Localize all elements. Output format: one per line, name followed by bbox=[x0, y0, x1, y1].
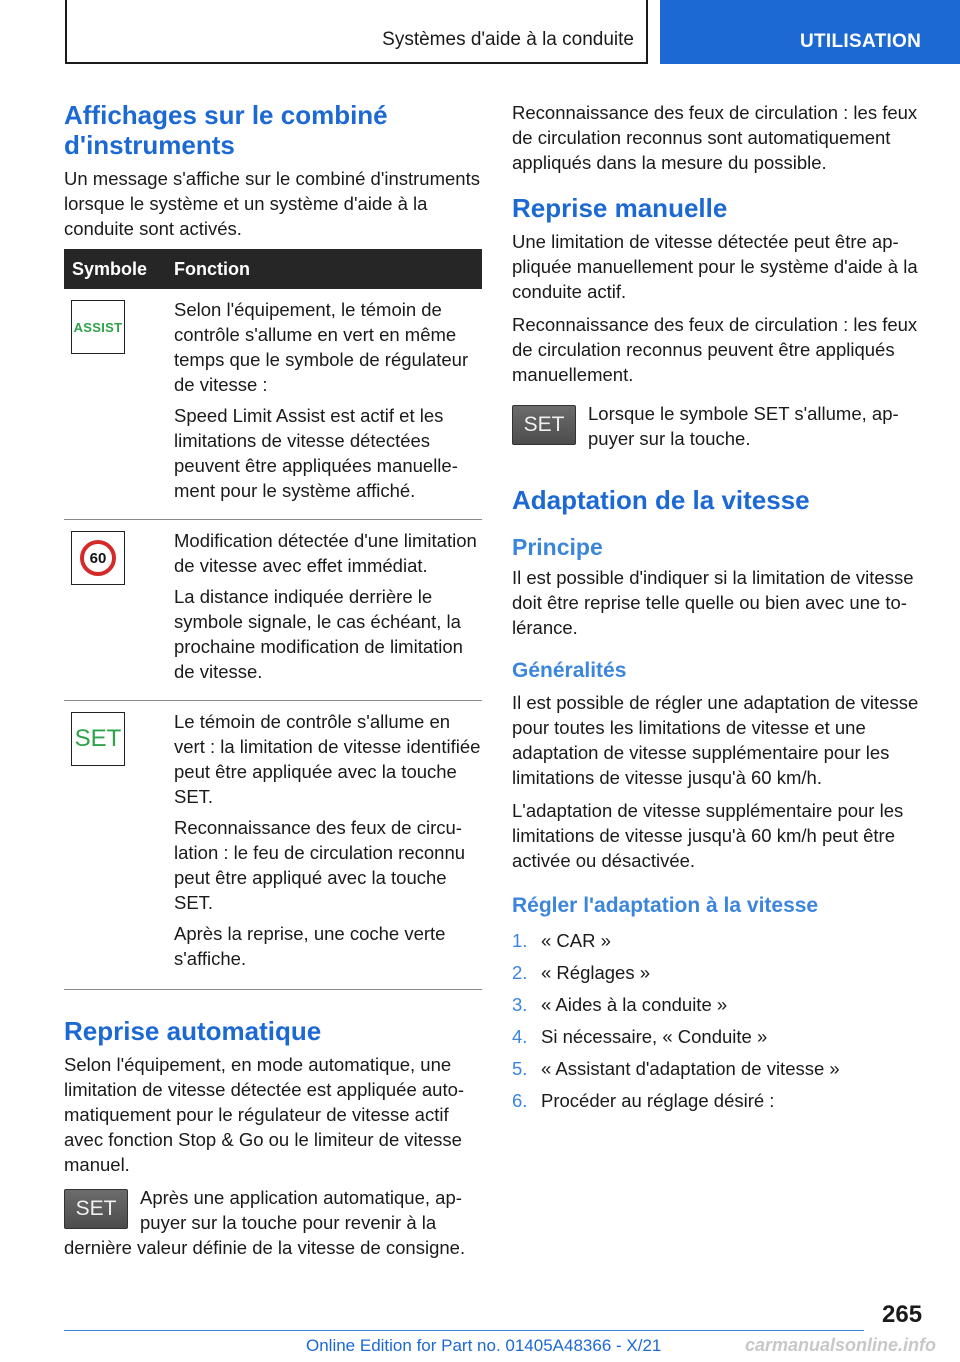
watermark: carmanualsonline.info bbox=[745, 1335, 937, 1355]
set-button-note bbox=[512, 401, 928, 459]
paragraph-reprise-manuelle-1: Une limitation de vitesse détectée peut être appliquée manuellement pour le système d'aide à la conduite actif. bbox=[512, 231, 918, 302]
heading-generalites: Généralités bbox=[512, 659, 627, 682]
table-row-text: Après la reprise, une coche verte s'affiche. bbox=[174, 923, 446, 969]
heading-reprise-manuelle: Reprise manuelle bbox=[512, 193, 728, 223]
symbol-table bbox=[64, 249, 482, 990]
footer-rule bbox=[64, 1330, 864, 1331]
list-item: 2. « Réglages » bbox=[512, 962, 651, 983]
right-column bbox=[512, 100, 928, 1117]
table-header bbox=[64, 249, 482, 289]
table-row-text: Selon l'équipement, le témoin de contrôle s'allume en vert en même temps que le symbole de régulateur de vitesse : bbox=[174, 299, 469, 395]
heading-regler: Régler l'adaptation à la vitesse bbox=[512, 894, 819, 917]
table-row bbox=[64, 289, 482, 520]
assist-icon-text: ASSIST bbox=[73, 319, 123, 335]
assist-icon bbox=[71, 300, 125, 354]
paragraph-set-button-manual: Lorsque le symbole SET s'allume, appuyer sur la touche. bbox=[588, 403, 899, 449]
paragraph-feux-auto: Reconnaissance des feux de circulation : les feux de circulation reconnus sont automatiquement appliqués dans la mesure du possible. bbox=[512, 102, 918, 173]
paragraph-principe: Il est possible d'indiquer si la limitation de vitesse doit être reprise telle quelle ou bien avec une tolérance. bbox=[512, 567, 914, 638]
table-header-symbol: Symbole bbox=[72, 258, 148, 279]
header-section-box bbox=[65, 0, 648, 64]
list-item: 3. « Aides à la conduite » bbox=[512, 994, 728, 1015]
table-row-text: Reconnaissance des feux de circulation : le feu de circulation reconnu peut être appliqué avec la touche SET. bbox=[174, 817, 466, 913]
steps-list bbox=[512, 925, 928, 1117]
table-row bbox=[64, 520, 482, 701]
heading-reprise-automatique: Reprise automatique bbox=[64, 1016, 322, 1046]
heading-principe: Principe bbox=[512, 534, 603, 560]
header-chapter-title: UTILISATION bbox=[800, 31, 922, 52]
set-button-icon: SET bbox=[64, 1189, 128, 1229]
table-row-text: Speed Limit Assist est actif et les limitations de vitesse détectées peuvent être appliquées manuellement pour le système affiché. bbox=[174, 405, 458, 501]
paragraph-reprise-automatique: Selon l'équipement, en mode automatique, une limitation de vitesse détectée est appliquée automatiquement pour le régulateur de vitesse actif avec fonction Stop & Go ou le limiteur de vitesse manuel. bbox=[64, 1054, 465, 1175]
table-row bbox=[64, 701, 482, 990]
page-number: 265 bbox=[882, 1301, 923, 1328]
set-button-note bbox=[64, 1185, 482, 1268]
paragraph-affichages: Un message s'affiche sur le combiné d'instruments lorsque le système et un système d'aide à la conduite sont activés. bbox=[64, 168, 480, 239]
paragraph-reprise-manuelle-2: Reconnaissance des feux de circulation : les feux de circulation reconnus peuvent être appliqués manuellement. bbox=[512, 314, 918, 385]
paragraph-generalites-2: L'adaptation de vitesse supplémentaire pour les limitations de vitesse jusqu'à 60 km/h peut être activée ou désactivée. bbox=[512, 800, 904, 871]
table-row-text: Modification détectée d'une limitation de vitesse avec effet immédiat. bbox=[174, 530, 477, 576]
table-row-text: Le témoin de contrôle s'allume en vert : la limitation de vitesse identifiée peut être appliquée avec la touche SET. bbox=[174, 711, 481, 807]
list-item: 5. « Assistant d'adaptation de vitesse » bbox=[512, 1058, 840, 1079]
left-column bbox=[64, 100, 482, 1268]
table-header-function: Fonction bbox=[174, 258, 250, 279]
heading-affichages: Affichages sur le combiné d'instruments bbox=[64, 100, 388, 160]
paragraph-set-button-auto: Après une application automatique, appuyer sur la touche pour revenir à la dernière valeur définie de la vitesse de consigne. bbox=[64, 1187, 466, 1258]
list-item: 4. Si nécessaire, « Conduite » bbox=[512, 1026, 768, 1047]
footer-edition: Online Edition for Part no. 01405A48366 - X/21 bbox=[306, 1336, 662, 1355]
header-chapter-tab bbox=[660, 0, 960, 64]
list-item: 1. « CAR » bbox=[512, 930, 611, 951]
speed-sign-value: 60 bbox=[89, 549, 107, 567]
set-button-icon: SET bbox=[512, 405, 576, 445]
list-item: 6. Procéder au réglage désiré : bbox=[512, 1090, 775, 1111]
set-green-icon-text: SET bbox=[74, 725, 122, 752]
paragraph-generalites-1: Il est possible de régler une adaptation de vitesse pour toutes les limitations de vitesse et une adaptation de vitesse supplémentaire pour les limitations de vitesse jusqu'à 60 km/h. bbox=[512, 692, 919, 788]
set-green-icon bbox=[71, 712, 125, 766]
header-section-title: Systèmes d'aide à la conduite bbox=[382, 29, 634, 50]
heading-adaptation: Adaptation de la vitesse bbox=[512, 485, 810, 515]
speed-sign-icon bbox=[71, 531, 125, 585]
table-row-text: La distance indiquée derrière le symbole signale, le cas échéant, la prochaine modification de limitation de vitesse. bbox=[174, 586, 463, 682]
